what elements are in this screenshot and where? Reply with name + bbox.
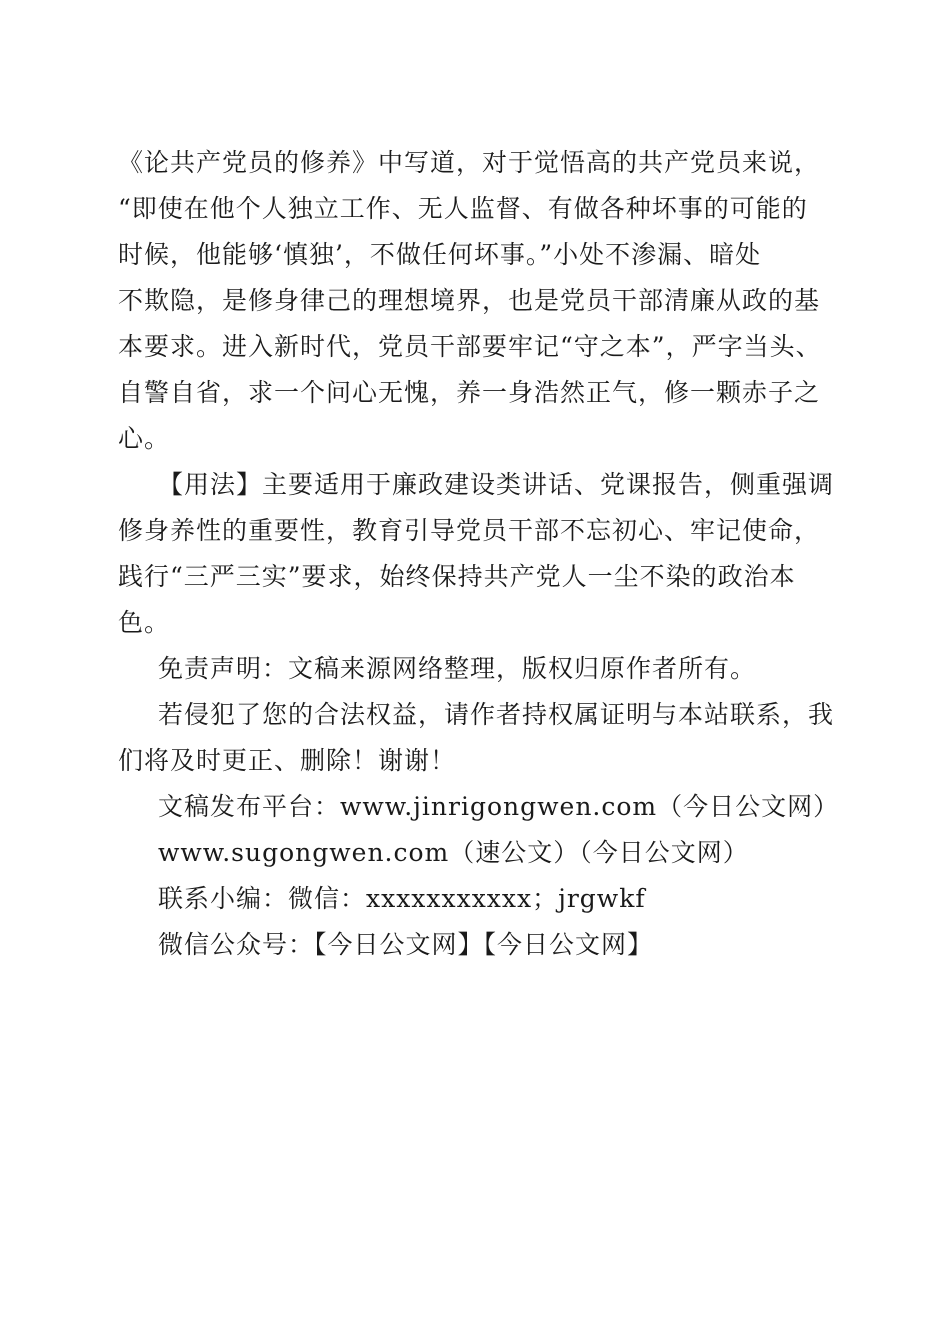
text-line: 【用法】主要适用于廉政建设类讲话、党课报告，侧重强调 bbox=[158, 470, 835, 499]
text-line: 《论共产党员的修养》中写道，对于觉悟高的共产党员来说， bbox=[118, 148, 821, 177]
text-line: 践行“三严三实”要求，始终保持共产党人一尘不染的政治本 bbox=[118, 562, 796, 591]
text-line: 修身养性的重要性，教育引导党员干部不忘初心、牢记使命， bbox=[118, 516, 821, 545]
paragraph-wechat bbox=[118, 922, 832, 968]
paragraph-platform bbox=[118, 784, 840, 830]
paragraph-site bbox=[118, 830, 832, 876]
platform-text: 文稿发布平台：www.jinrigongwen.com（今日公文网） bbox=[158, 792, 840, 821]
site-text: www.sugongwen.com（速公文）（今日公文网） bbox=[158, 838, 749, 867]
text-line: 本要求。进入新时代，党员干部要牢记“守之本”，严字当头、 bbox=[118, 332, 822, 361]
contact-text: 联系小编：微信：xxxxxxxxxxx；jrgwkf bbox=[158, 884, 646, 913]
text-line: 若侵犯了您的合法权益，请作者持权属证明与本站联系，我 bbox=[158, 700, 835, 729]
text-line: 们将及时更正、删除！谢谢！ bbox=[118, 746, 457, 775]
paragraph-quote bbox=[118, 140, 832, 462]
wechat-account-text: 微信公众号：【今日公文网】【今日公文网】 bbox=[158, 930, 654, 959]
paragraph-infringement bbox=[118, 692, 835, 784]
text-line: 时候，他能够‘慎独’，不做任何坏事。”小处不渗漏、暗处 bbox=[118, 240, 762, 269]
paragraph-contact bbox=[118, 876, 832, 922]
paragraph-disclaimer bbox=[118, 646, 832, 692]
document-body bbox=[118, 140, 840, 968]
text-line: 不欺隐，是修身律己的理想境界，也是党员干部清廉从政的基 bbox=[118, 286, 821, 315]
text-line: “即使在他个人独立工作、无人监督、有做各种坏事的可能的 bbox=[118, 194, 808, 223]
text-line: 自警自省，求一个问心无愧，养一身浩然正气，修一颗赤子之 bbox=[118, 378, 821, 407]
text-line: 心。 bbox=[118, 424, 171, 453]
text-line: 色。 bbox=[118, 608, 171, 637]
disclaimer-text: 免责声明：文稿来源网络整理，版权归原作者所有。 bbox=[158, 654, 757, 683]
paragraph-usage bbox=[118, 462, 835, 646]
